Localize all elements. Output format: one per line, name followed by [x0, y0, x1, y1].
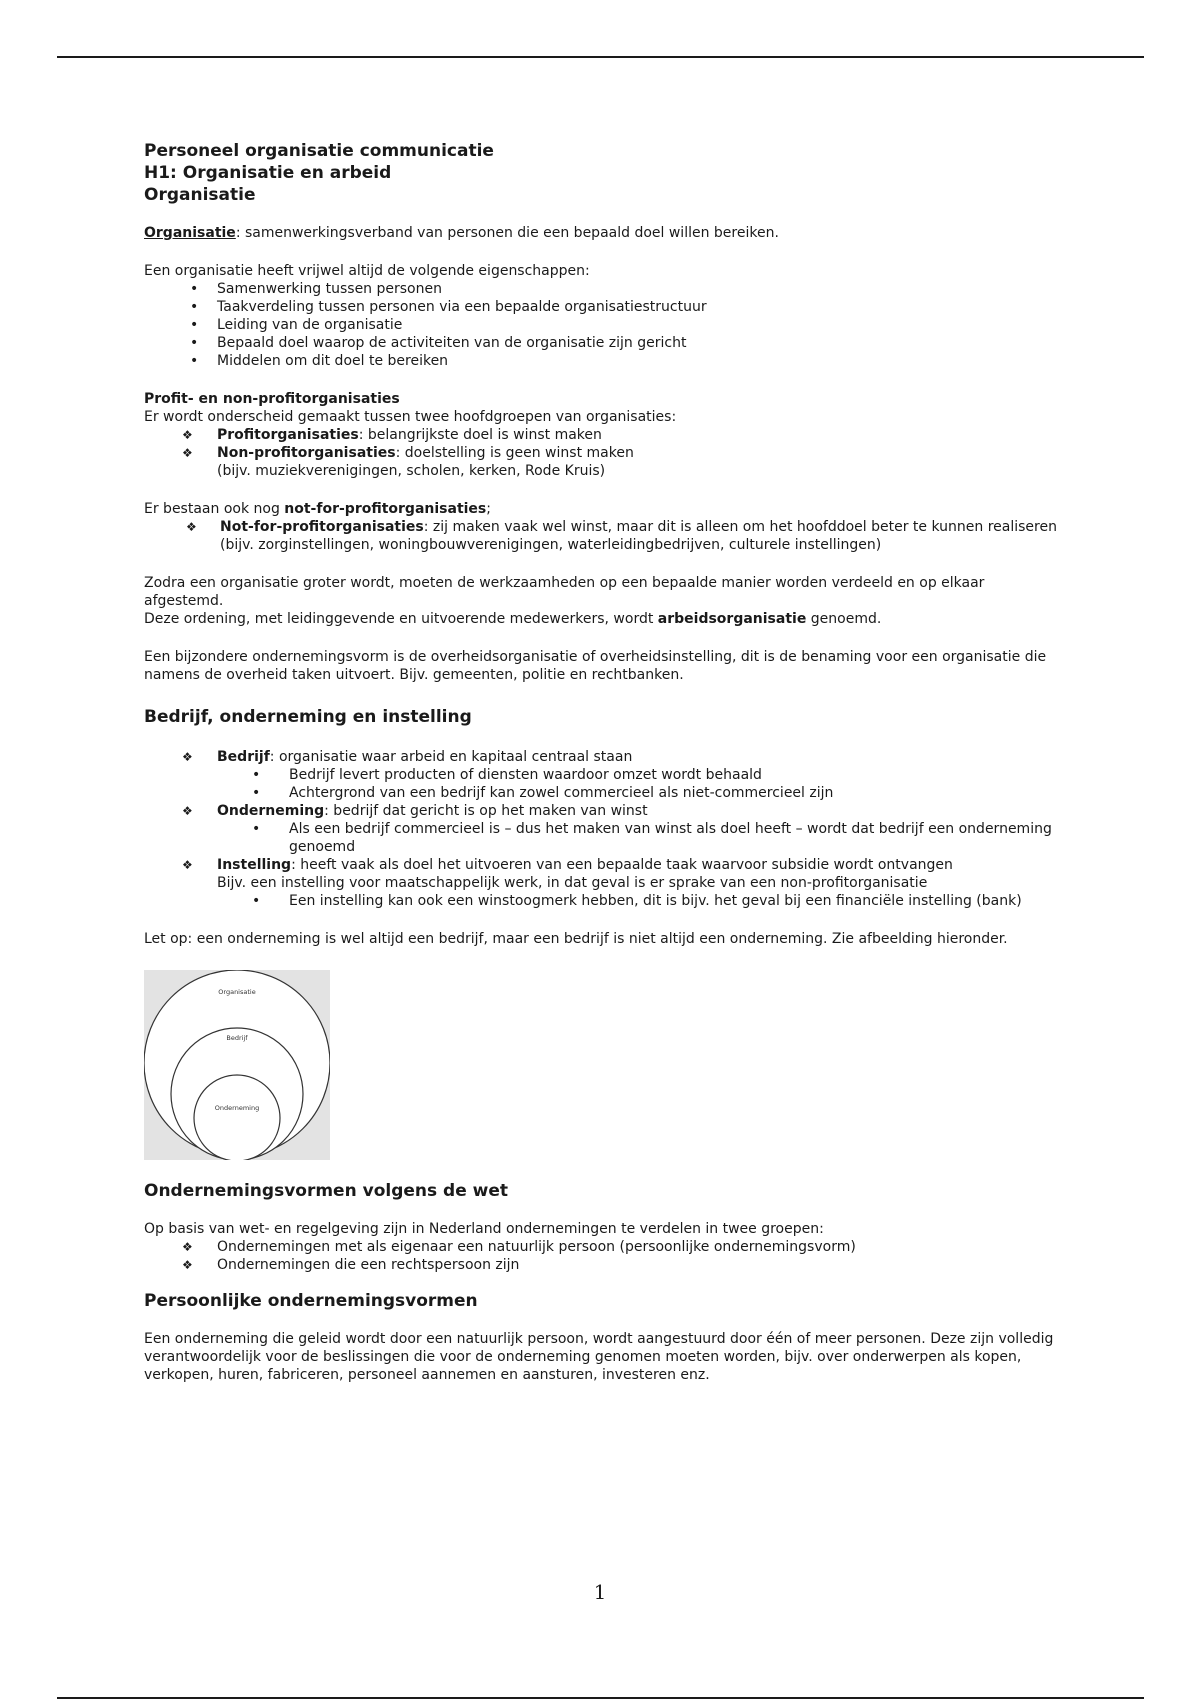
persoonlijk-paragraph: Een onderneming die geleid wordt door een natuurlijk persoon, wordt aangestuurd door één of meer personen. Deze zijn volledig verantwoordelijk voor de beslissingen die voor de onderneming genomen moeten worden, bijv. over onderwerpen als kopen, verkopen, huren, fabriceren, personeel aannemen en aansturen, investeren enz.	[144, 1331, 1054, 1383]
vormen-intro: Op basis van wet- en regelgeving zijn in Nederland ondernemingen te verdelen in twee groepen:	[144, 1221, 824, 1237]
document-body	[144, 140, 1064, 1384]
ordering-post: genoemd.	[806, 611, 882, 627]
nfp-intro-bold: not-for-profitorganisaties	[284, 501, 487, 517]
term: Not-for-profitorganisaties	[220, 519, 424, 535]
inner-circle	[194, 1075, 280, 1160]
profit-list	[144, 426, 1064, 462]
bedrijf-list	[144, 748, 1064, 766]
bedrijf-sublist	[144, 766, 1064, 802]
list-item	[144, 856, 1064, 874]
footer-rule	[57, 1697, 1144, 1699]
page-number: 1	[593, 1580, 607, 1604]
definition-term: Organisatie	[144, 225, 236, 241]
list-item	[144, 518, 1064, 536]
growth-paragraph: Zodra een organisatie groter wordt, moeten de werkzaamheden op een bepaalde manier worden verdeeld en op elkaar afgestemd.	[144, 575, 985, 609]
properties-intro: Een organisatie heeft vrijwel altijd de volgende eigenschappen:	[144, 263, 590, 279]
profit-intro: Er wordt onderscheid gemaakt tussen twee hoofdgroepen van organisaties:	[144, 409, 677, 425]
section-heading-organisatie: Organisatie	[144, 185, 256, 205]
nfp-intro-post: ;	[486, 501, 491, 517]
ordering-pre: Deze ordening, met leidinggevende en uitvoerende medewerkers, wordt	[144, 611, 658, 627]
label-onderneming: Onderneming	[214, 1104, 260, 1112]
list-item: ❖ Ondernemingen die een rechtspersoon zijn	[144, 1256, 1064, 1274]
ordering-paragraph	[144, 610, 1064, 628]
definition-organisatie	[144, 224, 1064, 242]
term-text: : belangrijkste doel is winst maken	[358, 427, 602, 443]
list-item: • Taakverdeling tussen personen via een bepaalde organisatiestructuur	[144, 298, 1064, 316]
chapter-title: H1: Organisatie en arbeid	[144, 163, 392, 183]
vormen-list	[144, 1238, 1064, 1274]
nfp-intro	[144, 500, 1064, 518]
nested-circles-diagram	[144, 970, 330, 1160]
label-bedrijf: Bedrijf	[226, 1034, 248, 1042]
list-item: • Bepaald doel waarop de activiteiten van de organisatie zijn gericht	[144, 334, 1064, 352]
list-item: ❖ Ondernemingen met als eigenaar een natuurlijk persoon (persoonlijke ondernemingsvorm)	[144, 1238, 1064, 1256]
term: Profitorganisaties	[217, 427, 359, 443]
term: Onderneming	[217, 803, 325, 819]
term-text: : heeft vaak als doel het uitvoeren van een bepaalde taak waarvoor subsidie wordt ontvangen	[291, 857, 953, 873]
term: Instelling	[217, 857, 292, 873]
section-heading-vormen: Ondernemingsvormen volgens de wet	[144, 1181, 509, 1201]
ordering-bold: arbeidsorganisatie	[657, 611, 807, 627]
list-item: • Als een bedrijf commercieel is – dus het maken van winst als doel heeft – wordt dat bedrijf een onderneming genoemd	[144, 820, 1064, 856]
instelling-list	[144, 856, 1064, 874]
subheading-profit: Profit- en non-profitorganisaties	[144, 391, 400, 407]
nfp-intro-pre: Er bestaan ook nog	[144, 501, 285, 517]
term-text: : organisatie waar arbeid en kapitaal centraal staan	[269, 749, 633, 765]
nonprofit-example: (bijv. muziekverenigingen, scholen, kerken, Rode Kruis)	[217, 463, 606, 479]
section-heading-bedrijf: Bedrijf, onderneming en instelling	[144, 707, 472, 727]
properties-list	[144, 280, 1064, 370]
term-text: : zij maken vaak wel winst, maar dit is alleen om het hoofddoel beter te kunnen realiseren	[423, 519, 1057, 535]
definition-text: : samenwerkingsverband van personen die een bepaald doel willen bereiken.	[235, 225, 779, 241]
diagram-svg	[144, 970, 330, 1160]
list-item	[144, 426, 1064, 444]
section-heading-persoonlijk: Persoonlijke ondernemingsvormen	[144, 1291, 478, 1311]
onderneming-list	[144, 802, 1064, 820]
list-item: • Middelen om dit doel te bereiken	[144, 352, 1064, 370]
instelling-sublist	[144, 892, 1064, 910]
list-item: • Bedrijf levert producten of diensten waardoor omzet wordt behaald	[144, 766, 1064, 784]
term-text: : doelstelling is geen winst maken	[395, 445, 634, 461]
document-title: Personeel organisatie communicatie	[144, 141, 494, 161]
list-item	[144, 802, 1064, 820]
list-item: • Samenwerking tussen personen	[144, 280, 1064, 298]
term: Bedrijf	[217, 749, 270, 765]
list-item: • Leiding van de organisatie	[144, 316, 1064, 334]
nfp-example: (bijv. zorginstellingen, woningbouwverenigingen, waterleidingbedrijven, culturele instellingen)	[220, 537, 882, 553]
term-text: : bedrijf dat gericht is op het maken van winst	[324, 803, 648, 819]
term: Non-profitorganisaties	[217, 445, 396, 461]
onderneming-sublist	[144, 820, 1064, 856]
label-organisatie: Organisatie	[218, 988, 256, 996]
government-paragraph: Een bijzondere ondernemingsvorm is de overheidsorganisatie of overheidsinstelling, dit is de benaming voor een organisatie die namens de overheid taken uitvoert. Bijv. gemeenten, politie en rechtbanken.	[144, 649, 1047, 683]
list-item	[144, 444, 1064, 462]
letop-paragraph: Let op: een onderneming is wel altijd een bedrijf, maar een bedrijf is niet altijd een onderneming. Zie afbeelding hieronder.	[144, 931, 1008, 947]
header-rule	[57, 56, 1144, 58]
list-item: • Achtergrond van een bedrijf kan zowel commercieel als niet-commercieel zijn	[144, 784, 1064, 802]
nfp-list	[144, 518, 1064, 536]
list-item: • Een instelling kan ook een winstoogmerk hebben, dit is bijv. het geval bij een financiële instelling (bank)	[144, 892, 1064, 910]
list-item	[144, 748, 1064, 766]
instelling-continuation: Bijv. een instelling voor maatschappelijk werk, in dat geval is er sprake van een non-profitorganisatie	[217, 875, 928, 891]
